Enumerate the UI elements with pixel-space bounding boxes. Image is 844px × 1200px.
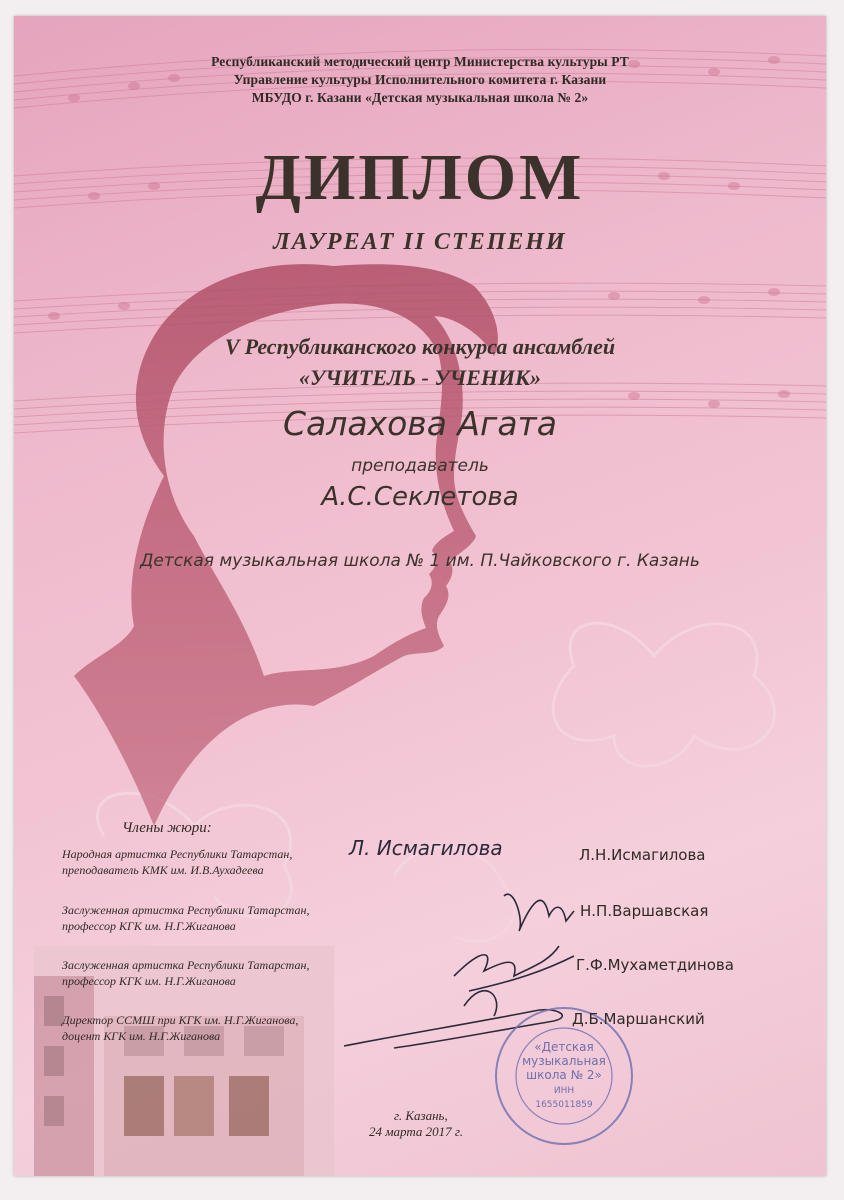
- jury-member-4-title-line-1: Директор ССМШ при КГК им. Н.Г.Жиганова,: [62, 1013, 299, 1027]
- stamp-line-3: школа № 2»: [526, 1068, 602, 1082]
- header-line-3: МБУДО г. Казани «Детская музыкальная школа № 2»: [251, 90, 589, 105]
- jury-member-4-title-line-2: доцент КГК им. Н.Г.Жиганова: [62, 1029, 221, 1043]
- school-name: Детская музыкальная школа № 1 им. П.Чайковского г. Казань: [140, 551, 700, 571]
- jury-member-3-title: [62, 957, 309, 989]
- jury-heading: Члены жюри:: [122, 820, 212, 836]
- stamp-inn: 1655011859: [535, 1100, 593, 1110]
- jury-member-2-name: Н.П.Варшавская: [580, 902, 709, 920]
- teacher-label: преподаватель: [351, 456, 489, 476]
- header-line-2: Управление культуры Исполнительного комитета г. Казани: [233, 72, 607, 87]
- stamp-line-1: «Детская: [534, 1040, 594, 1054]
- stamp-inn-label: ИНН: [553, 1086, 575, 1096]
- jury-member-4-name: Д.Б.Маршанский: [572, 1010, 705, 1028]
- date: 24 марта 2017 г.: [369, 1124, 464, 1139]
- jury-member-3-name: Г.Ф.Мухаметдинова: [576, 956, 734, 974]
- teacher-name: А.С.Секлетова: [321, 482, 519, 512]
- diploma-title: ДИПЛОМ: [255, 141, 585, 214]
- diploma-sheet: [14, 16, 826, 1176]
- contest-name-line-1: V Республиканского конкурса ансамблей: [224, 334, 616, 359]
- signature-ismagilova: Л. Исмагилова: [349, 836, 503, 860]
- jury-member-2-title-line-2: профессор КГК им. Н.Г.Жиганова: [62, 919, 236, 933]
- stamp-line-2: музыкальная: [522, 1054, 606, 1068]
- jury-member-4-title: [62, 1012, 298, 1044]
- place: г. Казань,: [394, 1108, 448, 1123]
- jury-member-3-title-line-2: профессор КГК им. Н.Г.Жиганова: [62, 974, 236, 988]
- contest-name-line-2: «УЧИТЕЛЬ - УЧЕНИК»: [299, 365, 541, 390]
- participant-name: Салахова Агата: [282, 404, 558, 443]
- header-line-1: Республиканский методический центр Министерства культуры РТ: [211, 54, 629, 69]
- jury-member-1-title-line-1: Народная артистка Республики Татарстан,: [62, 847, 293, 861]
- laureate-degree: ЛАУРЕАТ II СТЕПЕНИ: [273, 229, 567, 255]
- jury-member-2-title: [62, 902, 309, 934]
- signature-mukhametdinova: [454, 946, 574, 991]
- stamp-text: [514, 1040, 614, 1112]
- jury-member-1-title-line-2: преподаватель КМК им. И.В.Аухадеева: [62, 863, 264, 877]
- jury-member-3-title-line-1: Заслуженная артистка Республики Татарстан,: [62, 958, 310, 972]
- jury-member-1-name: Л.Н.Исмагилова: [579, 846, 706, 864]
- jury-member-2-title-line-1: Заслуженная артистка Республики Татарстан,: [62, 903, 310, 917]
- jury-member-1-title: [62, 846, 292, 878]
